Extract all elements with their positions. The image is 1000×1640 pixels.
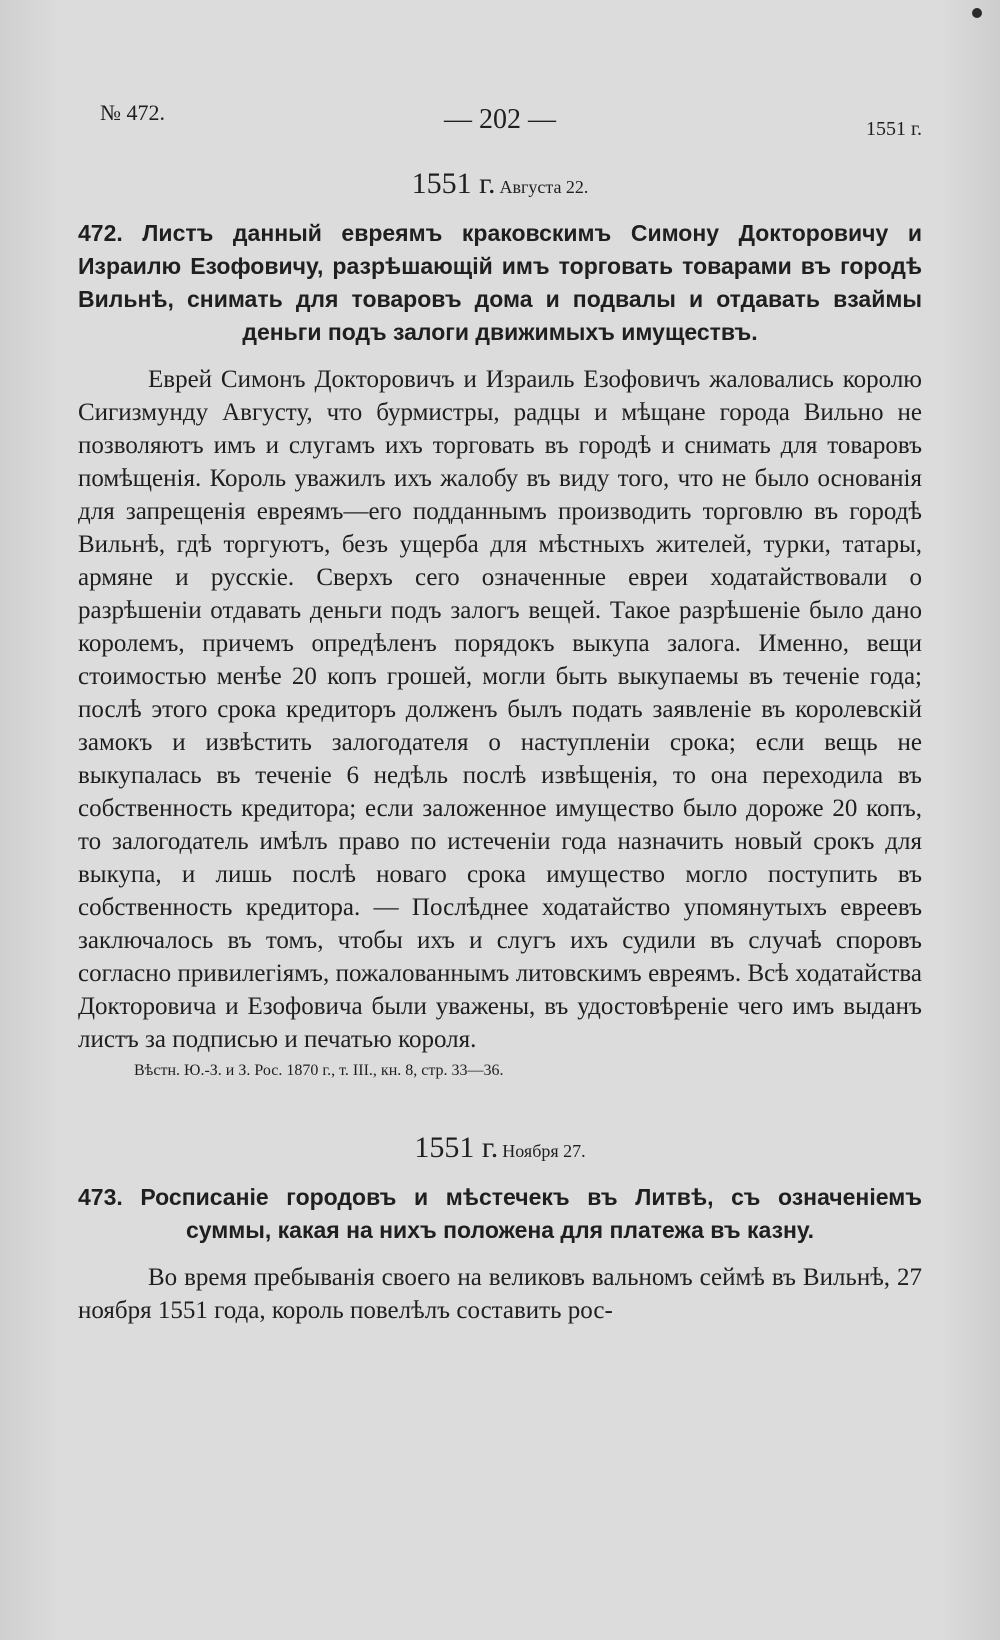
entry-date	[78, 1130, 922, 1171]
entry-473	[78, 1130, 922, 1327]
date-month-day: Ноября 27.	[502, 1141, 586, 1161]
date-month-day: Августа 22.	[499, 177, 589, 197]
page-number: — 202 —	[444, 104, 556, 135]
date-year: 1551 г.	[414, 1131, 499, 1164]
date-year: 1551 г.	[411, 167, 496, 200]
section-gap	[78, 1080, 922, 1116]
page-content	[78, 92, 922, 1327]
running-year: 1551 г.	[866, 118, 922, 140]
entry-body: Еврей Симонъ Докторовичъ и Израиль Езофовичъ жаловались королю Сигизмунду Августу, что бурмистры, радцы и мѣщане города Вильно не позволяютъ имъ и слугамъ ихъ торговать въ городѣ и снимать для товаровъ помѣщенія. Король уважилъ ихъ жалобу въ виду того, что не было основанія для запрещенія евреямъ—его подданнымъ производить торговлю въ городѣ Вильнѣ, гдѣ торгуютъ, безъ ущерба для мѣстныхъ жителей, турки, татары, армяне и русскіе. Сверхъ сего означенные евреи ходатайствовали о разрѣшеніи отдавать деньги подъ залогъ вещей. Такое разрѣшеніе было дано королемъ, причемъ опредѣленъ порядокъ выкупа залога. Именно, вещи стоимостью менѣе 20 копъ грошей, могли быть выкупаемы въ теченіе года; послѣ этого срока кредиторъ долженъ былъ подать заявленіе въ королевскій замокъ и извѣстить залогодателя о наступленіи срока; если вещь не выкупалась въ теченіе 6 недѣль послѣ извѣщенія, то она переходила въ собственность кредитора; если заложенное имущество было дороже 20 копъ, то залогодатель имѣлъ право по истеченіи года назначить новый срокъ для выкупа, и лишь послѣ новаго срока имущество могло поступить въ собственность кредитора. — Послѣднее ходатайство упомянутыхъ евреевъ заключалось въ томъ, чтобы ихъ и слугъ ихъ судили въ случаѣ споровъ согласно привилегіямъ, пожалованнымъ литовскимъ евреямъ. Всѣ ходатайства Докторовича и Езофовича были уважены, въ удостовѣреніе чего имъ выданъ листъ за подписью и печатью короля.	[78, 366, 922, 1053]
doc-number: № 472.	[100, 100, 165, 125]
entry-body: Во время пребыванія своего на великовъ вальномъ сеймѣ въ Вильнѣ, 27 ноября 1551 года, король повелѣлъ составить рос-	[78, 1264, 922, 1324]
corner-mark	[972, 8, 982, 18]
entry-title: 473. Росписаніе городовъ и мѣстечекъ въ Литвѣ, съ означеніемъ суммы, какая на нихъ положена для платежа въ казну.	[78, 1184, 922, 1243]
entry-472	[78, 166, 922, 1080]
running-head	[78, 92, 922, 152]
entry-title: 472. Листъ данный евреямъ краковскимъ Симону Докторовичу и Израилю Езофовичу, разрѣшающій имъ торговать товарами въ городѣ Вильнѣ, снимать для товаровъ дома и подвалы и отдавать взаймы деньги подъ залоги движимыхъ имуществъ.	[78, 220, 922, 345]
entry-date	[78, 166, 922, 207]
source-citation: Вѣстн. Ю.-З. и З. Рос. 1870 г., т. III., кн. 8, стр. 33—36.	[134, 1062, 504, 1079]
